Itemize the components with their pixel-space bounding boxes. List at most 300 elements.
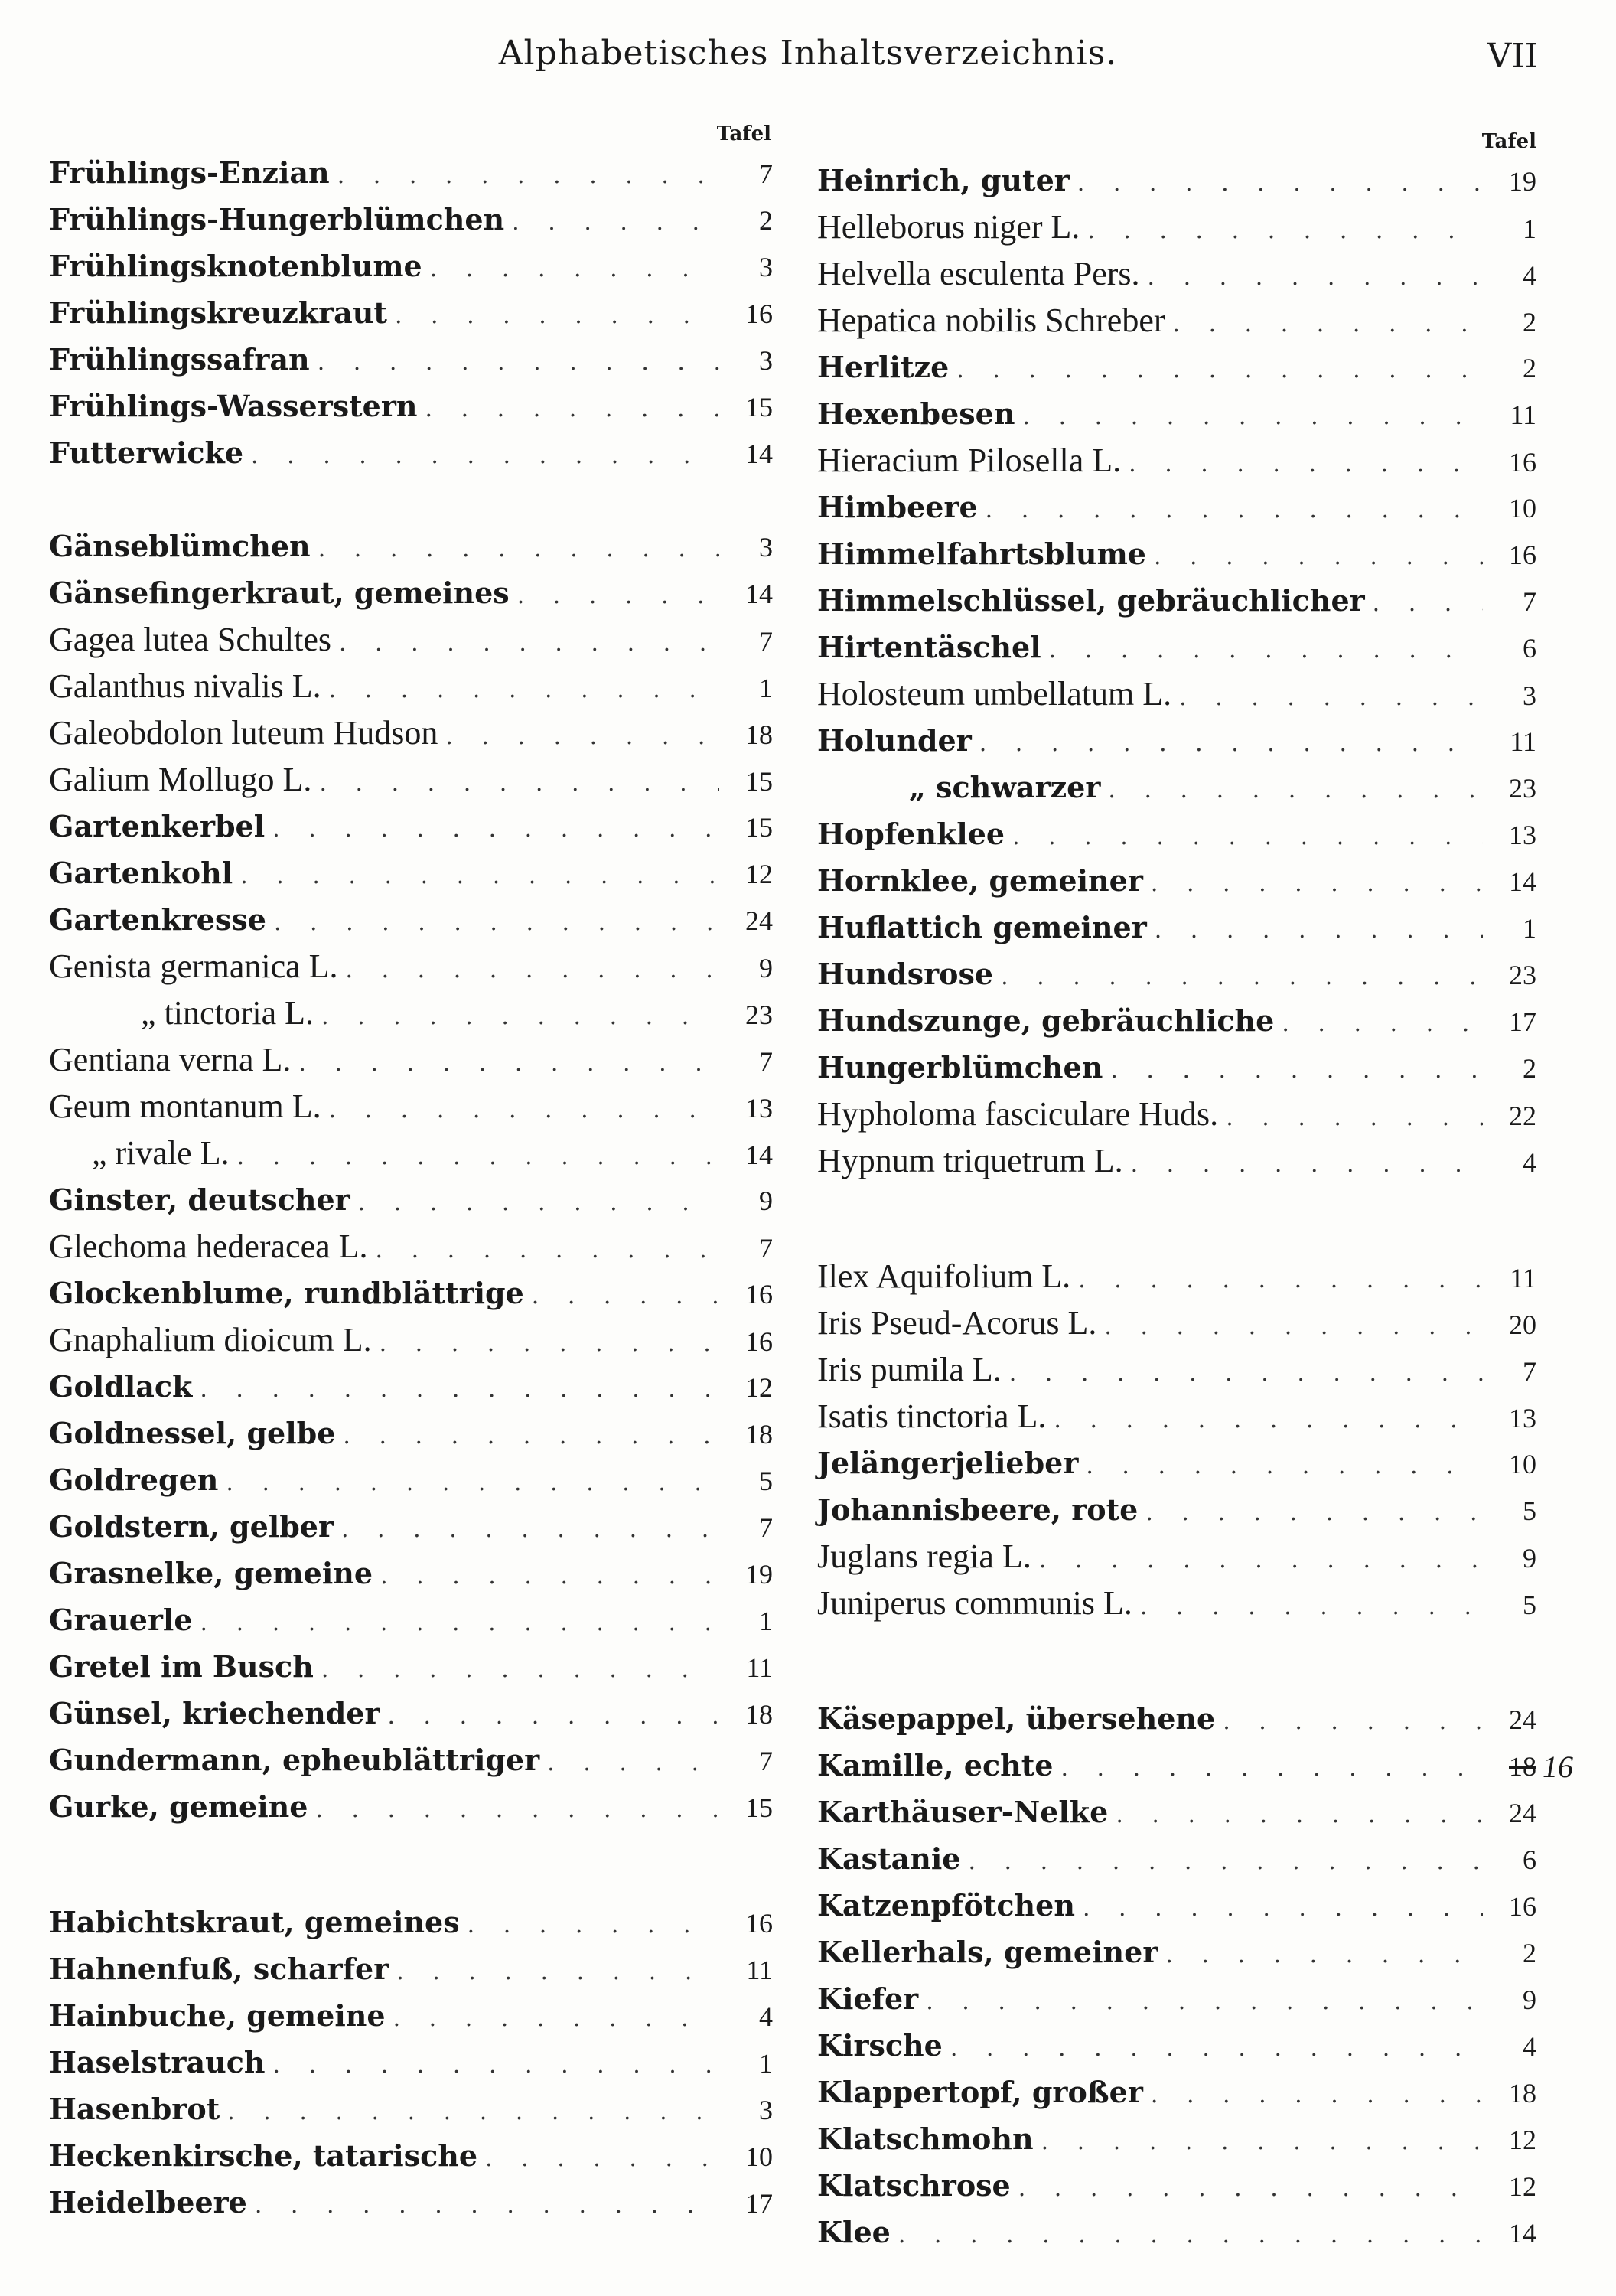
index-entry	[49, 1899, 773, 1945]
plate-number	[1497, 158, 1536, 205]
plate-number-value: 16	[745, 1326, 773, 1357]
plate-number	[1497, 719, 1536, 765]
index-entry	[49, 1270, 773, 1316]
dot-leader	[387, 1693, 719, 1740]
entry-name: Habichtskraut, gemeines	[49, 1905, 460, 1939]
entry-name: Gartenkerbel	[49, 809, 266, 843]
index-entry	[817, 1137, 1536, 1184]
index-entry	[817, 1742, 1573, 1789]
plate-number-value: 1	[1523, 214, 1536, 244]
index-entry	[817, 1533, 1536, 1580]
entry-name: Helvella esculenta Pers.	[817, 255, 1140, 292]
entry-name: Holunder	[817, 723, 972, 758]
entry-name: Huflattich gemeiner	[817, 910, 1147, 944]
entry-name: Kastanie	[817, 1841, 961, 1876]
index-entry	[817, 624, 1536, 670]
plate-number	[733, 1598, 773, 1645]
plate-number	[1497, 1743, 1573, 1790]
entry-name: Hungerblümchen	[817, 1050, 1103, 1084]
plate-number-value: 2	[1523, 307, 1536, 338]
dot-leader	[1179, 674, 1483, 721]
plate-number-value: 5	[1523, 1495, 1536, 1526]
entry-name: Günsel, kriechender	[49, 1696, 380, 1730]
plate-number-value: 16	[745, 298, 773, 329]
index-column-right	[817, 119, 1573, 2255]
plate-number-value: 7	[1523, 586, 1536, 617]
plate-number	[733, 1085, 773, 1132]
index-entry	[49, 1503, 773, 1550]
index-entry	[49, 896, 773, 943]
index-entry	[817, 1835, 1536, 1882]
section-gap	[49, 476, 773, 523]
plate-number	[733, 1319, 773, 1365]
index-entry	[817, 810, 1536, 857]
plate-number-value: 18	[745, 1419, 773, 1450]
dot-leader	[337, 152, 719, 199]
plate-number-value: 18	[1509, 1751, 1536, 1782]
entry-name: Hexenbesen	[817, 396, 1015, 431]
plate-number	[1497, 765, 1536, 812]
dot-leader	[1140, 1583, 1483, 1630]
entry-name: Johannisbeere, rote	[817, 1492, 1139, 1527]
index-entry	[49, 1596, 773, 1643]
plate-number-value: 7	[759, 1046, 773, 1077]
entry-name: Futterwicke	[49, 435, 244, 470]
plate-number-value: 12	[745, 859, 773, 889]
index-entry	[817, 1882, 1536, 1929]
index-entry	[817, 670, 1536, 717]
index-entries	[49, 149, 773, 2226]
entry-name: Juniperus communis L.	[817, 1584, 1132, 1622]
plate-number	[1497, 1930, 1536, 1977]
dot-leader	[950, 2025, 1483, 2072]
index-entry	[817, 530, 1536, 577]
index-entry	[49, 1945, 773, 1992]
index-entry	[49, 1036, 773, 1083]
dot-leader	[396, 1949, 719, 1995]
dot-leader	[512, 199, 719, 246]
index-entry	[817, 1975, 1536, 2022]
dot-leader	[1282, 1000, 1483, 1047]
index-entry	[817, 951, 1536, 997]
plate-number	[1497, 2164, 1536, 2210]
index-entry	[817, 1695, 1536, 1742]
dot-leader	[485, 2135, 719, 2182]
entry-name: Frühlingskreuzkraut	[49, 295, 387, 330]
plate-number-value: 14	[1509, 866, 1536, 897]
entry-name: Frühlings-Enzian	[49, 155, 330, 190]
entry-name: Frühlingssafran	[49, 342, 310, 377]
plate-number-value: 7	[759, 1746, 773, 1776]
index-entry	[49, 429, 773, 476]
plate-number	[1497, 952, 1536, 999]
entry-name: Käsepappel, übersehene	[817, 1701, 1216, 1736]
dot-leader	[1009, 1350, 1483, 1397]
plate-number-value: 9	[1523, 1543, 1536, 1574]
plate-number-value: 1	[759, 673, 773, 703]
plate-number-value: 23	[1509, 773, 1536, 804]
entry-name: Herlitze	[817, 350, 950, 384]
entry-name: Klee	[817, 2215, 891, 2249]
plate-number	[1497, 1697, 1536, 1743]
plate-number-value: 24	[1509, 1704, 1536, 1735]
index-entry	[49, 1410, 773, 1456]
entry-name: Grauerle	[49, 1603, 193, 1637]
dot-leader	[979, 720, 1483, 767]
dot-leader	[1083, 1885, 1483, 1932]
plate-number	[733, 1947, 773, 1994]
plate-number-value: 1	[759, 1606, 773, 1636]
dot-leader	[226, 1459, 719, 1506]
dot-leader	[358, 1179, 719, 1226]
entry-name: Kiefer	[817, 1981, 919, 2016]
index-entry	[49, 1992, 773, 2039]
entry-name: Kellerhals, gemeiner	[817, 1935, 1158, 1969]
dot-leader	[329, 667, 719, 713]
plate-number	[733, 712, 773, 758]
dot-leader	[898, 2212, 1483, 2258]
dot-leader	[251, 432, 719, 479]
plate-number-value: 24	[1509, 1798, 1536, 1828]
plate-number	[733, 1551, 773, 1598]
plate-number	[733, 945, 773, 992]
entry-name: Grasnelke, gemeine	[49, 1556, 373, 1590]
plate-number-value: 16	[745, 1908, 773, 1939]
index-entry	[817, 250, 1536, 297]
entry-name: Gartenkohl	[49, 856, 233, 890]
entry-name: Ilex Aquifolium L.	[817, 1257, 1071, 1295]
plate-number	[733, 1039, 773, 1085]
dot-leader	[346, 947, 719, 993]
entry-name: Heckenkirsche, tatarische	[49, 2138, 478, 2173]
plate-number	[733, 2087, 773, 2134]
plate-number	[733, 571, 773, 618]
plate-number	[733, 1178, 773, 1225]
entry-name: Kamille, echte	[817, 1748, 1054, 1782]
dot-leader	[339, 620, 719, 667]
plate-number	[1497, 2210, 1536, 2257]
dot-leader	[321, 1646, 719, 1693]
plate-number	[733, 1900, 773, 1947]
index-entry	[817, 1789, 1536, 1835]
plate-number-value: 6	[1523, 1844, 1536, 1875]
plate-number-value: 23	[1509, 960, 1536, 990]
entry-name: Goldstern, gelber	[49, 1509, 334, 1544]
dot-leader	[237, 1133, 719, 1180]
plate-number	[1497, 345, 1536, 392]
plate-number-value: 18	[1509, 2078, 1536, 2108]
plate-column-label: Tafel	[1481, 130, 1536, 153]
entry-name: Himmelschlüssel, gebräuchlicher	[817, 583, 1365, 618]
plate-number	[1497, 206, 1536, 253]
plate-number-value: 22	[1509, 1101, 1536, 1131]
entry-name: Klatschrose	[817, 2168, 1011, 2203]
plate-number	[1497, 2117, 1536, 2164]
plate-number-value: 9	[759, 1186, 773, 1216]
index-entry	[817, 204, 1536, 250]
plate-number-value: 2	[1523, 353, 1536, 383]
index-entry	[49, 336, 773, 383]
index-entry	[817, 1393, 1536, 1440]
dot-leader	[341, 1506, 719, 1553]
index-entry	[817, 1486, 1536, 1533]
entry-name: Jelängerjelieber	[817, 1446, 1079, 1480]
entry-name: Haselstrauch	[49, 2045, 266, 2079]
index-entry	[49, 1456, 773, 1503]
entry-name: Hirtentäschel	[817, 630, 1041, 664]
dot-leader	[227, 2089, 719, 2135]
entry-name: „ tinctoria L.	[141, 994, 314, 1032]
entry-name: Himbeere	[817, 490, 978, 524]
entry-name: Gänseblümchen	[49, 529, 311, 563]
index-entry	[817, 1580, 1536, 1626]
plate-number-value: 17	[745, 2188, 773, 2219]
section-gap	[817, 1626, 1536, 1695]
plate-number	[1497, 392, 1536, 439]
index-entry	[817, 717, 1536, 764]
plate-number-value: 2	[759, 205, 773, 236]
plate-number-value: 15	[745, 1792, 773, 1823]
index-entry	[817, 390, 1536, 437]
index-entry	[49, 1550, 773, 1596]
plate-number-value: 10	[1509, 493, 1536, 523]
index-entry	[817, 904, 1536, 951]
index-entry	[49, 1083, 773, 1130]
plate-number-value: 15	[745, 812, 773, 843]
plate-number	[733, 1225, 773, 1272]
plate-number	[733, 851, 773, 898]
plate-number-value: 18	[745, 719, 773, 750]
entry-name: „ rivale L.	[92, 1134, 230, 1172]
index-entry	[817, 1044, 1536, 1091]
entry-name: Hypnum triquetrum L.	[817, 1142, 1123, 1179]
dot-leader	[1078, 1257, 1483, 1303]
index-entry	[49, 2132, 773, 2179]
dot-leader	[968, 1838, 1483, 1885]
entry-name: Gurke, gemeine	[49, 1789, 308, 1824]
entry-name: Hahnenfuß, scharfer	[49, 1952, 389, 1986]
plate-number	[733, 2180, 773, 2227]
entry-name: Gartenkresse	[49, 902, 266, 937]
plate-number-value: 17	[1509, 1006, 1536, 1037]
plate-number-value: 11	[746, 1652, 773, 1683]
entry-name: Klatschmohn	[817, 2122, 1034, 2156]
entry-name: Iris pumila L.	[817, 1351, 1002, 1388]
plate-number-value: 4	[1523, 1147, 1536, 1178]
entry-name: Gretel im Busch	[49, 1649, 314, 1684]
index-entry	[49, 569, 773, 616]
index-entry	[817, 857, 1536, 904]
plate-number-value: 7	[759, 1512, 773, 1543]
entry-name: Frühlings-Wasserstern	[49, 389, 418, 423]
entry-name: Klappertopf, großer	[817, 2075, 1143, 2109]
dot-leader	[1116, 1792, 1483, 1838]
dot-leader	[1145, 1489, 1483, 1536]
plate-number	[1497, 1441, 1536, 1488]
plate-number-value: 3	[759, 345, 773, 376]
entry-name: Ginster, deutscher	[49, 1182, 350, 1217]
entry-name: Iris Pseud-Acorus L.	[817, 1304, 1097, 1342]
dot-leader	[445, 713, 719, 760]
plate-number	[733, 524, 773, 571]
plate-number-value: 16	[745, 1279, 773, 1309]
plate-number	[1497, 1488, 1536, 1534]
dot-leader	[395, 292, 719, 339]
dot-leader	[272, 806, 719, 853]
entry-name: Himmelfahrtsblume	[817, 536, 1146, 571]
index-entry	[817, 1300, 1536, 1346]
plate-number-value: 7	[1523, 1356, 1536, 1387]
dot-leader	[1041, 2118, 1483, 2165]
dot-leader	[1226, 1094, 1483, 1141]
plate-number	[1497, 859, 1536, 905]
index-entry	[49, 663, 773, 709]
entry-name: Hainbuche, gemeine	[49, 1998, 386, 2033]
dot-leader	[1173, 301, 1483, 347]
index-entry	[49, 616, 773, 663]
index-entry	[49, 1223, 773, 1270]
dot-leader	[343, 1413, 719, 1459]
dot-leader	[1086, 1443, 1483, 1489]
plate-number	[733, 197, 773, 244]
plate-number	[1497, 1302, 1536, 1349]
plate-number	[1497, 579, 1536, 625]
plate-number	[733, 1505, 773, 1551]
plate-number-value: 12	[1509, 2171, 1536, 2202]
plate-column-label: Tafel	[716, 122, 771, 145]
plate-number	[1497, 673, 1536, 719]
plate-number	[1497, 1255, 1536, 1302]
index-entry	[49, 1737, 773, 1783]
index-entry	[817, 1253, 1536, 1300]
dot-leader	[1148, 254, 1483, 301]
plate-number-value: 4	[1523, 260, 1536, 291]
plate-number	[733, 2040, 773, 2087]
plate-number-value: 5	[1523, 1590, 1536, 1620]
plate-number-value: 3	[1523, 680, 1536, 711]
index-entry	[817, 2115, 1536, 2162]
plate-number-value: 20	[1509, 1309, 1536, 1340]
plate-number	[733, 151, 773, 197]
plate-number-value: 13	[745, 1093, 773, 1124]
dot-leader	[1039, 1537, 1483, 1583]
plate-number	[733, 758, 773, 805]
plate-number	[1497, 905, 1536, 952]
index-entry	[49, 383, 773, 429]
index-entry	[817, 1929, 1536, 1975]
index-entry	[49, 1130, 773, 1176]
plate-number	[1497, 1093, 1536, 1140]
entry-name: Holosteum umbellatum L.	[817, 675, 1172, 713]
entry-name: Hopfenklee	[817, 817, 1005, 851]
plate-number	[1497, 1582, 1536, 1629]
index-entry	[49, 1176, 773, 1223]
dot-leader	[1131, 1141, 1483, 1188]
plate-number	[1497, 1395, 1536, 1442]
dot-leader	[318, 526, 719, 572]
dot-leader	[1151, 860, 1483, 907]
dot-leader	[274, 899, 719, 946]
plate-number-value: 3	[759, 2095, 773, 2125]
plate-number-value: 9	[1523, 1985, 1536, 2015]
plate-number-value: 9	[759, 953, 773, 983]
plate-number	[733, 1645, 773, 1691]
plate-number-value: 18	[745, 1699, 773, 1730]
dot-leader	[380, 1320, 719, 1367]
entry-name: Frühlingsknotenblume	[49, 249, 422, 283]
plate-number	[1497, 1349, 1536, 1395]
plate-number-value: 10	[1509, 1449, 1536, 1479]
dot-leader	[1108, 767, 1483, 814]
plate-number-value: 15	[745, 766, 773, 797]
index-entry	[49, 1316, 773, 1363]
index-entry	[817, 2069, 1536, 2115]
index-entry	[49, 523, 773, 569]
dot-leader	[468, 1902, 719, 1949]
entry-name: Genista germanica L.	[49, 947, 338, 985]
dot-leader	[376, 1227, 719, 1274]
entry-name: Helleborus niger L.	[817, 208, 1080, 246]
plate-number	[733, 338, 773, 384]
plate-number	[1497, 1883, 1536, 1930]
entry-name: Glechoma hederacea L.	[49, 1228, 368, 1265]
index-entry	[49, 943, 773, 990]
dot-leader	[255, 2182, 719, 2229]
dot-leader	[1049, 627, 1483, 673]
plate-number-value: 19	[1509, 166, 1536, 197]
entry-name: Galeobdolon luteum Hudson	[49, 714, 438, 752]
dot-leader	[200, 1600, 719, 1646]
plate-number	[1497, 1790, 1536, 1837]
dot-leader	[298, 1040, 719, 1087]
index-entry	[817, 157, 1536, 204]
index-entry	[817, 1440, 1536, 1486]
entry-name: Goldlack	[49, 1369, 193, 1404]
index-entry	[49, 2039, 773, 2086]
plate-number	[733, 1132, 773, 1179]
plate-number-value: 16	[1509, 1891, 1536, 1922]
dot-leader	[1104, 1303, 1483, 1350]
section-gap	[817, 1184, 1536, 1253]
plate-number	[733, 1458, 773, 1505]
index-entry	[817, 1091, 1536, 1137]
entry-name: Katzenpfötchen	[817, 1888, 1075, 1923]
dot-leader	[986, 487, 1483, 533]
plate-number-value: 23	[745, 1000, 773, 1030]
dot-leader	[1018, 2165, 1483, 2212]
page-number: VII	[1487, 37, 1538, 76]
index-entry	[49, 196, 773, 243]
entry-name: Juglans regia L.	[817, 1538, 1031, 1575]
plate-number	[1497, 2070, 1536, 2117]
plate-number	[1497, 532, 1536, 579]
plate-number	[733, 384, 773, 431]
dot-leader	[517, 572, 719, 619]
plate-number-value: 12	[1509, 2125, 1536, 2155]
entry-name: Gnaphalium dioicum L.	[49, 1321, 372, 1358]
plate-number-value: 14	[1509, 2218, 1536, 2249]
dot-leader	[956, 347, 1483, 393]
entry-name: Glockenblume, rundblättrige	[49, 1276, 524, 1310]
dot-leader	[380, 1553, 719, 1600]
index-entry	[817, 764, 1536, 810]
index-entry	[49, 803, 773, 850]
dot-leader	[1165, 1932, 1483, 1978]
plate-number	[733, 1738, 773, 1785]
dot-leader	[1060, 1745, 1483, 1792]
dot-leader	[1023, 393, 1484, 440]
dot-leader	[1077, 160, 1483, 207]
